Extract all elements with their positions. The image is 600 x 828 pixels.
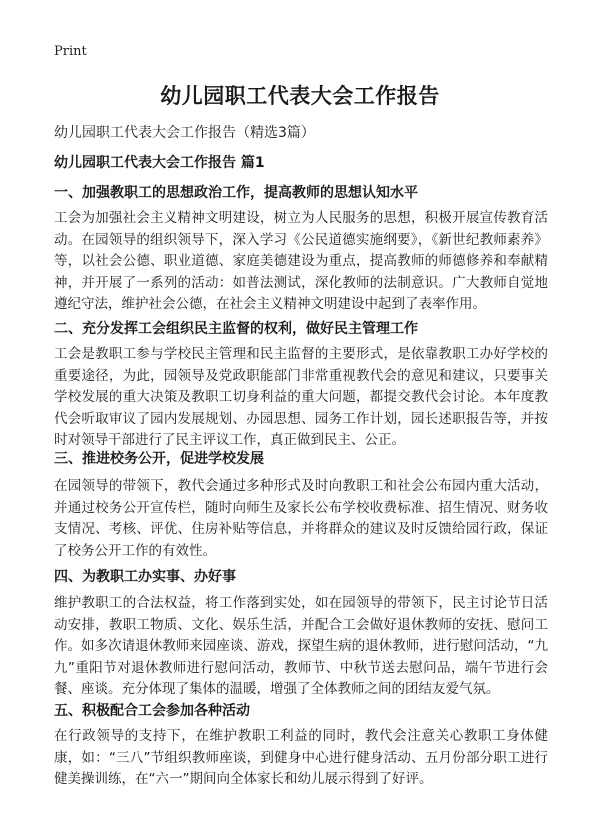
page-title: 幼儿园职工代表大会工作报告 <box>160 84 440 108</box>
section-paragraph: 在园领导的带领下，教代会通过多种形式及时向教职工和社会公布园内重大活动，并通过校务公开宣传栏，随时向师生及家长公布学校收费标准、招生情况、财务收支情况、考核、评优、住房补贴等信息，并将群众的建议及时反馈给园行政，保证了校务公开工作的有效性。 <box>54 478 548 559</box>
section-paragraph: 工会是教职工参与学校民主管理和民主监督的主要形式，是依靠教职工办好学校的重要途径，为此，园领导及党政职能部门非常重视教代会的意见和建议，只要事关学校发展的重大决策及教职工切身利益的重大问题，都提交教代会讨论。本年度教代会听取审议了园内发展规划、办园思想、园务工作计划，园长述职报告等，并按时对领导干部进行了民主评议工作，真正做到民主、公正。 <box>54 346 548 448</box>
section-heading: 二、充分发挥工会组织民主监督的权利，做好民主管理工作 <box>54 321 418 337</box>
section-paragraph: 在行政领导的支持下，在维护教职工利益的同时，教代会注意关心教职工身体健康，如：“三八”节组织教师座谈，到健身中心进行健身活动、五月份部分职工进行健美操训练，在“六一”期间向全体家长和幼儿展示得到了好评。 <box>54 728 548 787</box>
section-heading: 四、为教职工办实事、办好事 <box>54 569 236 585</box>
section-paragraph: 维护教职工的合法权益，将工作落到实处，如在园领导的带领下，民主讨论节日活动安排，教职工物质、文化、娱乐生活，并配合工会做好退休教师的安抚、慰问工作。如多次请退休教师来园座谈、游戏，探望生病的退休教师，进行慰问活动，“九九”重阳节对退休教师进行慰问活动，教师节、中秋节送去慰问品，端午节进行会餐、座谈。充分体现了集体的温暖，增强了全体教师之间的团结友爱气氛。 <box>54 595 548 697</box>
section-paragraph: 工会为加强社会主义精神文明建设，树立为人民服务的思想，积极开展宣传教育活动。在园领导的组织领导下，深入学习《公民道德实施纲要》，《新世纪教师素养》等，以社会公德、职业道德、家庭美德建设为重点，提高教师的师德修养和奉献精神，并开展了一系列的活动：如普法测试，深化教师的法制意识。广大教师自觉地遵纪守法，维护社会公德，在社会主义精神文明建设中起到了表率作用。 <box>54 210 548 312</box>
print-link[interactable]: Print <box>54 44 87 59</box>
section-heading: 一、加强教职工的思想政治工作，提高教师的思想认知水平 <box>54 185 418 201</box>
section-heading: 三、推进校务公开，促进学校发展 <box>54 451 264 467</box>
article-heading: 幼儿园职工代表大会工作报告 篇1 <box>54 155 265 171</box>
section-heading: 五、积极配合工会参加各种活动 <box>54 703 250 719</box>
document-subtitle: 幼儿园职工代表大会工作报告（精选3篇） <box>54 125 315 141</box>
